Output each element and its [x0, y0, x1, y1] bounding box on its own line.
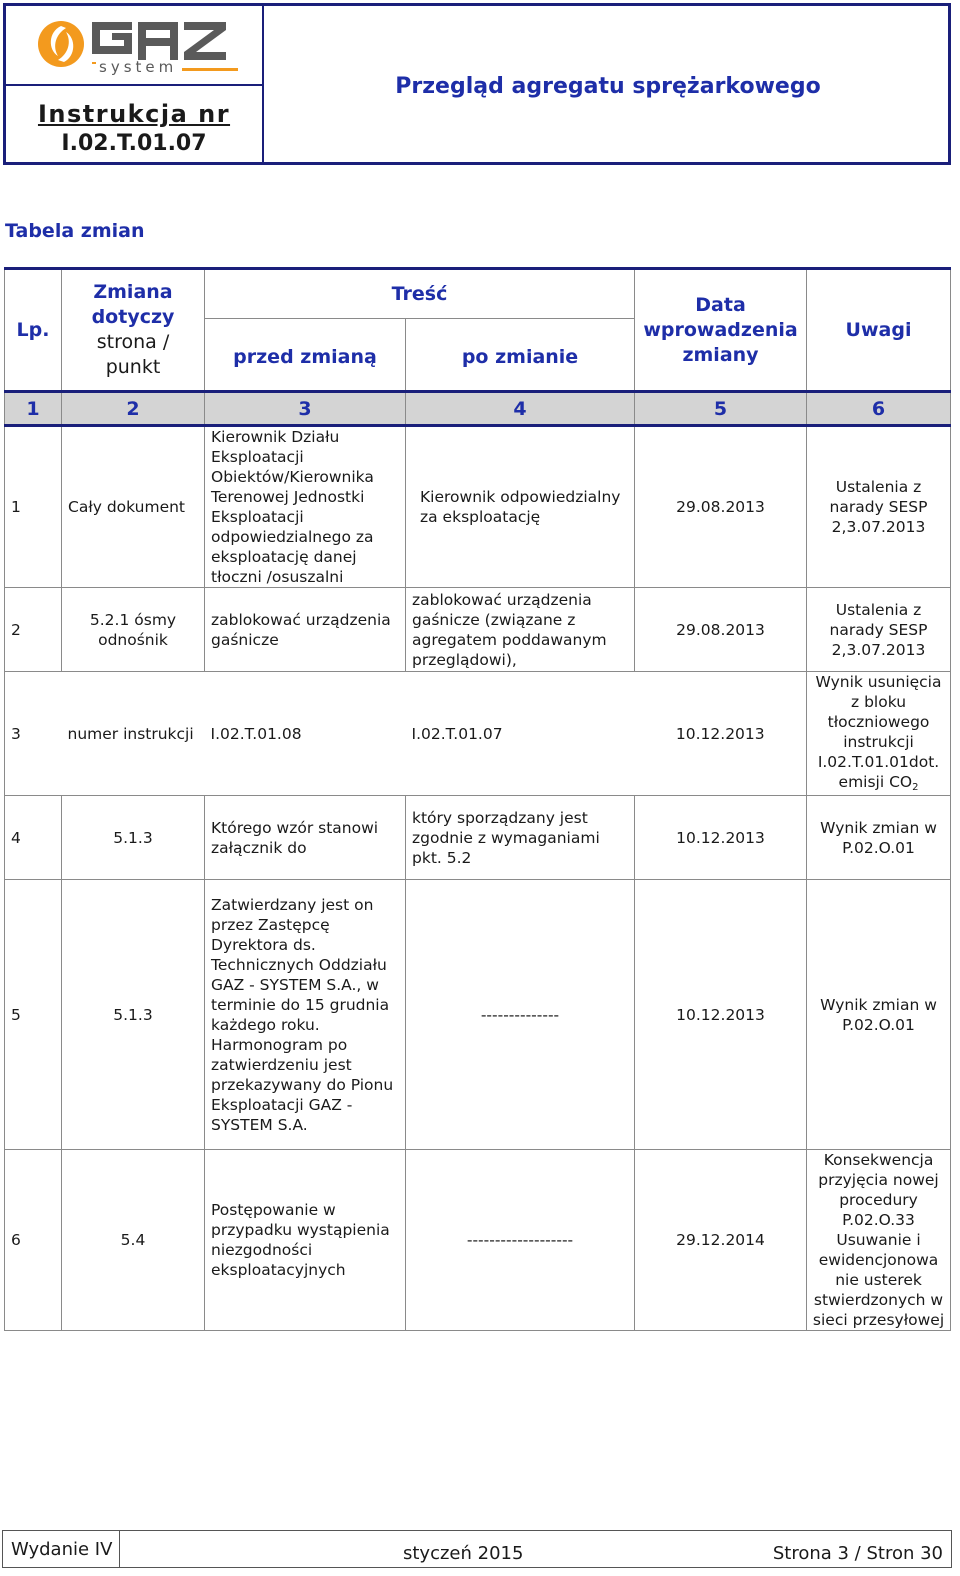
- cell-uwagi: Konsekwencja przyjęcia nowej procedury P.02.O.33 Usuwanie i ewidencjonowa nie usterek stwierdzonych w sieci przesyłowej: [807, 1150, 951, 1331]
- cell-po: I.02.T.01.07: [406, 672, 635, 796]
- cell-data: 10.12.2013: [635, 796, 807, 880]
- cell-uwagi: Ustalenia z narady SESP 2,3.07.2013: [807, 588, 951, 672]
- footer-divider: [119, 1531, 120, 1567]
- header-przed: przed zmianą: [205, 319, 406, 392]
- header-zmiana-bold: Zmiana dotyczy: [91, 281, 175, 328]
- table-row: [5, 426, 951, 588]
- column-number: 5: [635, 392, 807, 426]
- cell-przed: zablokować urządzenia gaśnicze: [205, 588, 406, 672]
- cell-uwagi: Wynik zmian w P.02.O.01: [807, 796, 951, 880]
- cell-przed: Kierownik Działu Eksploatacji Obiektów/Kierownika Terenowej Jednostki Eksploatacji odpowiedzialnego za eksploatację danej tłoczni /osuszalni: [205, 426, 406, 588]
- logo-caption: system: [99, 58, 178, 76]
- cell-zmiana: 5.2.1 ósmy odnośnik: [62, 588, 205, 672]
- cell-zmiana: 5.1.3: [62, 796, 205, 880]
- table-row: [5, 588, 951, 672]
- footer-edition: Wydanie IV: [11, 1539, 113, 1560]
- header-uwagi: Uwagi: [807, 269, 951, 392]
- cell-zmiana: numer instrukcji: [62, 672, 205, 796]
- changes-table: [4, 267, 951, 1331]
- header-left-panel: [6, 6, 264, 162]
- cell-zmiana: Cały dokument: [62, 426, 205, 588]
- logo-box: [6, 6, 262, 86]
- header-zmiana: [62, 269, 205, 392]
- table-row: [5, 796, 951, 880]
- cell-uwagi-subscript: 2: [912, 782, 919, 793]
- page-footer: [2, 1530, 952, 1568]
- cell-po: Kierownik odpowiedzialny za eksploatację: [406, 426, 635, 588]
- column-number: 4: [406, 392, 635, 426]
- header-tresc: Treść: [205, 269, 635, 319]
- cell-data: 10.12.2013: [635, 672, 807, 796]
- cell-data: 29.12.2014: [635, 1150, 807, 1331]
- cell-data: 10.12.2013: [635, 880, 807, 1150]
- header-lp: Lp.: [5, 269, 62, 392]
- cell-lp: 5: [5, 880, 62, 1150]
- header-zmiana-normal: strona / punkt: [96, 331, 170, 378]
- footer-page-number: Strona 3 / Stron 30: [772, 1543, 943, 1564]
- header-po: po zmianie: [406, 319, 635, 392]
- column-number-row: [5, 392, 951, 426]
- cell-lp: 4: [5, 796, 62, 880]
- cell-uwagi: Wynik zmian w P.02.O.01: [807, 880, 951, 1150]
- cell-lp: 6: [5, 1150, 62, 1331]
- instruction-label: Instrukcja nr: [37, 100, 231, 128]
- column-number: 1: [5, 392, 62, 426]
- cell-przed: Zatwierdzany jest on przez Zastępcę Dyrektora ds. Technicznych Oddziału GAZ - SYSTEM S.A., w terminie do 15 grudnia każdego roku. Harmonogram po zatwierdzeniu jest przekazywany do Pionu Eksploatacji GAZ - SYSTEM S.A.: [205, 880, 406, 1150]
- logo-underline: [182, 68, 238, 71]
- cell-lp: 1: [5, 426, 62, 588]
- footer-date: styczeń 2015: [403, 1543, 524, 1564]
- cell-data: 29.08.2013: [635, 588, 807, 672]
- cell-przed: I.02.T.01.08: [205, 672, 406, 796]
- header-data: Data wprowadzenia zmiany: [635, 269, 807, 392]
- cell-zmiana: 5.1.3: [62, 880, 205, 1150]
- column-number: 6: [807, 392, 951, 426]
- cell-uwagi: Ustalenia z narady SESP 2,3.07.2013: [807, 426, 951, 588]
- document-title: Przegląd agregatu sprężarkowego: [395, 74, 821, 99]
- cell-po: --------------: [406, 880, 635, 1150]
- table-row: [5, 1150, 951, 1331]
- cell-po: -------------------: [406, 1150, 635, 1331]
- table-row: [5, 672, 951, 796]
- cell-po: zablokować urządzenia gaśnicze (związane z agregatem poddawanym przeglądowi),: [406, 588, 635, 672]
- cell-uwagi-text: Wynik usunięcia z bloku tłoczniowego instrukcji I.02.T.01.01dot. emisji CO: [815, 673, 942, 791]
- column-number: 2: [62, 392, 205, 426]
- cell-data: 29.08.2013: [635, 426, 807, 588]
- cell-przed: Którego wzór stanowi załącznik do: [205, 796, 406, 880]
- instruction-number: I.02.T.01.07: [61, 131, 207, 156]
- cell-uwagi: [807, 672, 951, 796]
- table-row: [5, 880, 951, 1150]
- document-header: [3, 3, 951, 165]
- cell-lp: 2: [5, 588, 62, 672]
- cell-po: który sporządzany jest zgodnie z wymaganiami pkt. 5.2: [406, 796, 635, 880]
- cell-przed: Postępowanie w przypadku wystąpienia niezgodności eksploatacyjnych: [205, 1150, 406, 1331]
- cell-lp: 3: [5, 672, 62, 796]
- column-number: 3: [205, 392, 406, 426]
- changes-table-title: Tabela zmian: [5, 220, 145, 242]
- cell-zmiana: 5.4: [62, 1150, 205, 1331]
